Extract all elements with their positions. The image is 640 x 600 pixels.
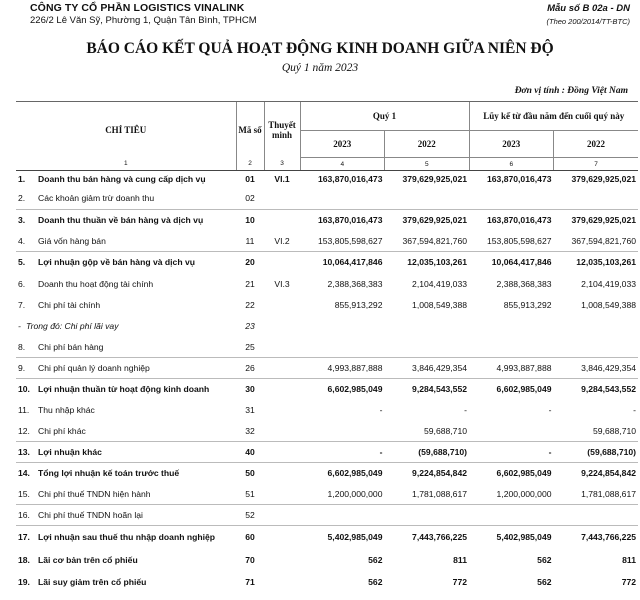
- table-row: [16, 252, 638, 273]
- value-ytd-2022: [554, 316, 639, 337]
- column-index: 7: [554, 158, 639, 171]
- value-ytd-2022: 9,224,854,842: [554, 463, 639, 484]
- row-label: Chi phí quản lý doanh nghiệp: [38, 363, 150, 373]
- value-quarter-2022: 9,284,543,552: [385, 379, 470, 400]
- value-quarter-2022: [385, 505, 470, 526]
- value-quarter-2022: 3,846,429,354: [385, 358, 470, 379]
- row-label-cell: [16, 571, 236, 593]
- header-note: Thuyết minh: [264, 102, 300, 158]
- row-code: 22: [245, 300, 255, 310]
- value-quarter-2023: 4,993,887,888: [300, 358, 385, 379]
- row-code: 02: [245, 193, 255, 204]
- row-note: [264, 379, 300, 400]
- row-number: 14.: [18, 468, 30, 479]
- value-quarter-2023: 153,805,598,627: [317, 235, 383, 246]
- value-quarter-2022: 12,035,103,261: [385, 252, 470, 273]
- row-note: [264, 400, 300, 421]
- row-label-cell: [16, 273, 236, 295]
- column-index: 3: [264, 158, 300, 171]
- row-label: Lợi nhuận khác: [38, 447, 102, 457]
- row-label: Lãi suy giảm trên cổ phiếu: [38, 576, 147, 587]
- row-label: Chi phí khác: [38, 425, 86, 436]
- row-code: 52: [236, 505, 264, 526]
- row-note: [264, 549, 300, 571]
- row-note: [264, 484, 300, 505]
- value-quarter-2022: 1,781,088,617: [412, 488, 468, 499]
- row-label-cell: [16, 171, 236, 188]
- header-year-q2022: 2022: [385, 131, 470, 158]
- value-quarter-2023: 1,200,000,000: [327, 488, 383, 499]
- value-quarter-2022: 1,008,549,388: [412, 300, 468, 310]
- row-number: 3.: [18, 215, 26, 226]
- table-row: [16, 421, 638, 442]
- value-quarter-2023: 562: [368, 554, 383, 565]
- row-code: 40: [236, 442, 264, 463]
- value-ytd-2023: 163,870,016,473: [469, 210, 554, 231]
- value-quarter-2023: 163,870,016,473: [300, 210, 385, 231]
- row-note: [264, 505, 300, 526]
- header-year-q2023: 2023: [300, 131, 385, 158]
- row-note: [264, 210, 300, 231]
- value-quarter-2022: 379,629,925,021: [402, 174, 468, 185]
- value-quarter-2023: 6,602,985,049: [300, 463, 385, 484]
- row-number: 10.: [18, 384, 30, 395]
- row-number: 6.: [18, 278, 26, 289]
- row-label-cell: [16, 526, 236, 549]
- value-quarter-2022: [385, 188, 470, 210]
- row-code: 60: [236, 526, 264, 549]
- row-code: 26: [236, 358, 264, 379]
- value-ytd-2022: [554, 505, 639, 526]
- row-number: 8.: [18, 341, 26, 352]
- company-name: CÔNG TY CỔ PHẦN LOGISTICS VINALINK: [30, 2, 245, 14]
- value-quarter-2022: (59,688,710): [385, 442, 470, 463]
- table-row: [16, 442, 638, 463]
- value-ytd-2023: 562: [537, 576, 552, 587]
- value-quarter-2022: -: [464, 405, 468, 415]
- value-ytd-2022: 772: [621, 576, 637, 587]
- value-quarter-2023: 163,870,016,473: [317, 174, 383, 185]
- column-index: 1: [16, 158, 236, 171]
- row-number: 18.: [18, 554, 30, 565]
- row-label: Lợi nhuận sau thuế thu nhập doanh nghiệp: [38, 532, 216, 543]
- value-ytd-2023: 4,993,887,888: [469, 358, 554, 379]
- row-code: 25: [245, 341, 255, 352]
- value-quarter-2023: 2,388,368,383: [327, 278, 383, 289]
- value-ytd-2023: 2,388,368,383: [496, 278, 552, 289]
- row-label-cell: [16, 231, 236, 252]
- row-code: 71: [245, 576, 255, 587]
- value-ytd-2022: 1,008,549,388: [581, 300, 637, 310]
- header-year-ytd2023: 2023: [469, 131, 554, 158]
- row-number: 11.: [18, 405, 30, 415]
- table-row: [16, 463, 638, 484]
- value-quarter-2023: -: [300, 442, 385, 463]
- value-quarter-2022: 379,629,925,021: [385, 210, 470, 231]
- table-row: [16, 379, 638, 400]
- value-ytd-2023: 562: [537, 554, 552, 565]
- row-label-cell: [16, 463, 236, 484]
- row-code: 10: [236, 210, 264, 231]
- table-row: [16, 295, 638, 316]
- row-note: [264, 463, 300, 484]
- row-code: 50: [236, 463, 264, 484]
- header-year-ytd2022: 2022: [554, 131, 639, 158]
- row-label: Tổng lợi nhuận kế toán trước thuế: [38, 468, 180, 479]
- value-ytd-2022: 3,846,429,354: [554, 358, 639, 379]
- row-label: Doanh thu thuần về bán hàng và dịch vụ: [38, 215, 204, 226]
- row-label: Doanh thu bán hàng và cung cấp dịch vụ: [38, 174, 206, 185]
- row-label-cell: [16, 379, 236, 400]
- column-index: 6: [469, 158, 554, 171]
- row-label-cell: [16, 337, 236, 358]
- row-code: 30: [236, 379, 264, 400]
- value-quarter-2022: 9,224,854,842: [385, 463, 470, 484]
- row-number: 19.: [18, 576, 30, 587]
- table-row: [16, 273, 638, 295]
- row-label: Doanh thu hoạt động tài chính: [38, 278, 154, 289]
- value-ytd-2022: 59,688,710: [593, 425, 637, 436]
- value-ytd-2023: -: [548, 405, 552, 415]
- value-ytd-2022: [554, 337, 639, 358]
- value-ytd-2022: 7,443,766,225: [554, 526, 639, 549]
- value-ytd-2022: 367,594,821,760: [571, 235, 637, 246]
- row-number: 2.: [18, 193, 26, 204]
- row-number: 12.: [18, 425, 30, 436]
- row-label-cell: [16, 442, 236, 463]
- row-code: 31: [245, 405, 255, 415]
- row-note: VI.2: [274, 235, 290, 246]
- value-quarter-2023: [300, 316, 385, 337]
- currency-unit: Đơn vị tính : Đồng Việt Nam: [514, 86, 628, 96]
- row-code: 11: [245, 235, 255, 246]
- row-code: 51: [245, 488, 255, 499]
- table-row: [16, 571, 638, 593]
- value-ytd-2022: 379,629,925,021: [554, 210, 639, 231]
- row-note: [264, 316, 300, 337]
- value-quarter-2022: 772: [452, 576, 468, 587]
- table-row: [16, 337, 638, 358]
- row-number: 4.: [18, 235, 26, 246]
- row-code: 32: [245, 425, 255, 436]
- value-quarter-2023: 6,602,985,049: [300, 379, 385, 400]
- table-row: [16, 231, 638, 252]
- row-number: 7.: [18, 300, 26, 310]
- value-quarter-2023: -: [379, 405, 383, 415]
- value-quarter-2023: [300, 421, 385, 442]
- row-label-cell: [16, 484, 236, 505]
- value-ytd-2022: 12,035,103,261: [554, 252, 639, 273]
- value-ytd-2023: 855,913,292: [503, 300, 552, 310]
- row-label-cell: [16, 316, 236, 337]
- form-number: Mẫu số B 02a - DN: [547, 3, 630, 14]
- value-ytd-2023: 1,200,000,000: [496, 488, 552, 499]
- row-code: 21: [245, 278, 255, 289]
- row-note: [264, 421, 300, 442]
- row-number: 17.: [18, 532, 30, 543]
- row-label: Chi phí tài chính: [38, 300, 101, 310]
- row-label: Các khoản giảm trừ doanh thu: [38, 193, 155, 204]
- row-label-cell: [16, 210, 236, 231]
- value-quarter-2023: 855,913,292: [334, 300, 383, 310]
- value-ytd-2023: 6,602,985,049: [469, 379, 554, 400]
- value-ytd-2022: [554, 188, 639, 210]
- row-label: Giá vốn hàng bán: [38, 235, 106, 246]
- row-number: 5.: [18, 257, 26, 268]
- row-note: [264, 252, 300, 273]
- table-row: [16, 484, 638, 505]
- table-row: [16, 549, 638, 571]
- value-quarter-2022: 59,688,710: [424, 425, 468, 436]
- value-ytd-2023: [469, 316, 554, 337]
- header-code: Mã số: [236, 102, 264, 158]
- table-row: [16, 526, 638, 549]
- row-label-cell: [16, 421, 236, 442]
- value-ytd-2023: 5,402,985,049: [469, 526, 554, 549]
- row-number: 1.: [18, 174, 26, 185]
- value-ytd-2022: 2,104,419,033: [581, 278, 637, 289]
- row-label-cell: [16, 549, 236, 571]
- table-row: [16, 210, 638, 231]
- value-quarter-2022: 7,443,766,225: [385, 526, 470, 549]
- row-label: Trong đó: Chi phí lãi vay: [26, 321, 119, 331]
- column-index: 4: [300, 158, 385, 171]
- column-index-row: [16, 158, 638, 171]
- value-ytd-2023: 163,870,016,473: [486, 174, 552, 185]
- value-ytd-2022: -: [633, 405, 637, 415]
- row-note: [264, 188, 300, 210]
- row-label: Chi phí thuế TNDN hoãn lại: [38, 510, 143, 520]
- row-label: Lãi cơ bản trên cổ phiếu: [38, 554, 138, 565]
- table-row: [16, 316, 638, 337]
- form-regulation-note: (Theo 200/2014/TT-BTC): [546, 17, 630, 26]
- report-title: BÁO CÁO KẾT QUẢ HOẠT ĐỘNG KINH DOANH GIỮA NIÊN ĐỘ: [86, 40, 554, 57]
- row-label: Chi phí bán hàng: [38, 341, 104, 352]
- column-index: 2: [236, 158, 264, 171]
- header-ytd: Lũy kế từ đầu năm đến cuối quý này: [469, 102, 638, 131]
- row-label-cell: [16, 358, 236, 379]
- table-row: [16, 400, 638, 421]
- row-label-cell: [16, 188, 236, 210]
- value-ytd-2022: (59,688,710): [554, 442, 639, 463]
- value-quarter-2022: [385, 337, 470, 358]
- row-code: 23: [245, 321, 255, 331]
- row-note: [264, 337, 300, 358]
- row-label-cell: [16, 400, 236, 421]
- value-quarter-2023: 5,402,985,049: [300, 526, 385, 549]
- value-quarter-2023: 562: [368, 576, 383, 587]
- row-note: VI.3: [274, 278, 290, 289]
- row-number: 9.: [18, 363, 26, 373]
- value-ytd-2023: [469, 421, 554, 442]
- value-ytd-2023: [469, 337, 554, 358]
- row-number: -: [18, 321, 21, 331]
- row-note: [264, 442, 300, 463]
- value-ytd-2022: 9,284,543,552: [554, 379, 639, 400]
- income-statement-table: [16, 101, 638, 593]
- value-ytd-2022: 379,629,925,021: [571, 174, 637, 185]
- row-code: 01: [245, 174, 255, 185]
- table-row: [16, 358, 638, 379]
- row-label-cell: [16, 505, 236, 526]
- value-ytd-2023: -: [469, 442, 554, 463]
- row-note: VI.1: [274, 174, 290, 185]
- value-quarter-2022: [385, 316, 470, 337]
- report-period: Quý 1 năm 2023: [281, 62, 359, 74]
- value-ytd-2022: 811: [622, 554, 637, 565]
- value-quarter-2022: 2,104,419,033: [412, 278, 468, 289]
- value-quarter-2023: [300, 505, 385, 526]
- row-number: 15.: [18, 488, 30, 499]
- row-code: 20: [236, 252, 264, 273]
- value-ytd-2023: [469, 188, 554, 210]
- row-number: 13.: [18, 447, 30, 457]
- header-quarter: Quý 1: [300, 102, 469, 131]
- value-ytd-2022: 1,781,088,617: [581, 488, 637, 499]
- value-quarter-2023: [300, 188, 385, 210]
- row-label: Thu nhập khác: [38, 405, 95, 415]
- row-label: Lợi nhuận gộp về bán hàng và dịch vụ: [38, 257, 195, 268]
- value-ytd-2023: 6,602,985,049: [469, 463, 554, 484]
- table-row: [16, 505, 638, 526]
- value-quarter-2022: 811: [453, 554, 468, 565]
- row-note: [264, 358, 300, 379]
- row-note: [264, 526, 300, 549]
- row-number: 16.: [18, 510, 30, 520]
- row-label: Chi phí thuế TNDN hiện hành: [38, 488, 151, 499]
- company-address: 226/2 Lê Văn Sỹ, Phường 1, Quận Tân Bình, TPHCM: [30, 15, 257, 26]
- row-label-cell: [16, 252, 236, 273]
- row-label: Lợi nhuận thuần từ hoạt động kinh doanh: [38, 384, 210, 395]
- column-index: 5: [385, 158, 470, 171]
- row-code: 70: [245, 554, 255, 565]
- row-note: [264, 571, 300, 593]
- value-ytd-2023: 153,805,598,627: [486, 235, 552, 246]
- value-ytd-2023: 10,064,417,846: [469, 252, 554, 273]
- row-note: [264, 295, 300, 316]
- value-quarter-2022: 367,594,821,760: [402, 235, 468, 246]
- table-row: [16, 171, 638, 188]
- row-label-cell: [16, 295, 236, 316]
- value-quarter-2023: [300, 337, 385, 358]
- value-quarter-2023: 10,064,417,846: [300, 252, 385, 273]
- table-row: [16, 188, 638, 210]
- header-item: CHỈ TIÊU: [16, 102, 236, 158]
- value-ytd-2023: [469, 505, 554, 526]
